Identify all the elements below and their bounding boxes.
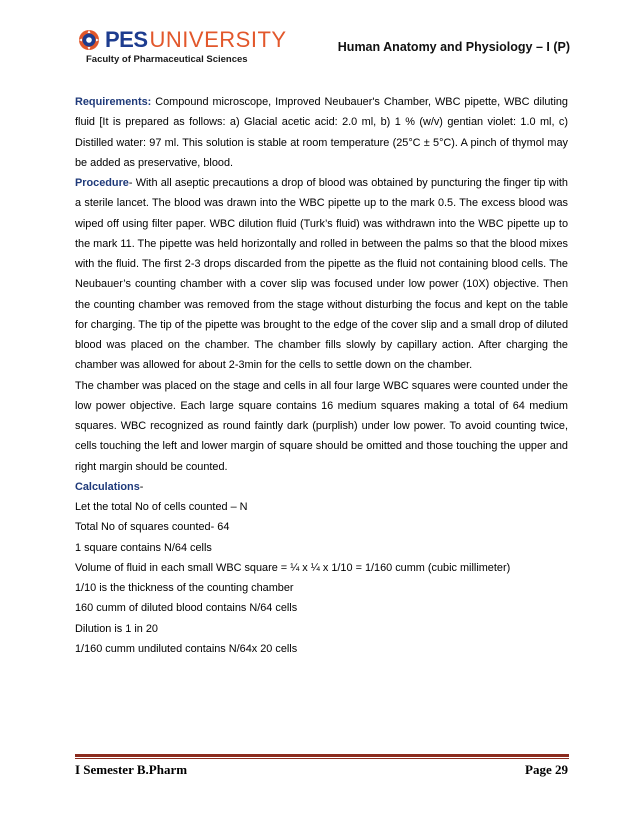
calculation-line: Dilution is 1 in 20 (75, 622, 158, 635)
requirements-paragraph (75, 92, 568, 173)
page-number: Page 29 (525, 762, 568, 777)
calculation-line: 1/10 is the thickness of the counting chamber (75, 582, 294, 594)
procedure-label: Procedure (75, 177, 129, 189)
university-emblem-icon (78, 29, 100, 51)
calculation-line: Total No of squares counted- 64 (75, 521, 230, 534)
calculation-line: 1 square contains N/64 cells (75, 541, 212, 554)
footer-divider (75, 754, 569, 757)
procedure-text: - With all aseptic precautions a drop of blood was obtained by puncturing the finger tip with a sterile lancet. The blood was drawn into the WBC pipette up to the mark 0.5. The excess blood was wiped off using filter paper. WBC dilution fluid (Turk’s fluid) was withdrawn into the WBC pipette up to the mark 11. The pipette was held horizontally and rolled in between the palms so that the blood mixes with the fluid. The first 2-3 drops discarded from the pipette as the fluid not containing blood cells. The Neubauer’s counting chamber with a cover slip was focused under low power (10X) objective. Then the counting chamber was removed from the stage without disturbing the focus and kept on the table for charging. The tip of the pipette was brought to the edge of the cover slip and a small drop of diluted blood was placed on the chamber. The chamber fills slowly by capillary action. After charging the chamber was allowed for about 2-3min for the cells to settle down on the chamber. (75, 177, 568, 372)
requirements-label: Requirements: (75, 96, 152, 108)
calculations-label: Calculations (75, 480, 140, 493)
page-header (0, 0, 638, 80)
calculation-line: Volume of fluid in each small WBC square = ¼ x ¼ x 1/10 = 1/160 cumm (cubic millimeter) (75, 561, 511, 574)
university-logo (78, 26, 287, 54)
logo-university-text: UNIVERSITY (149, 27, 287, 52)
procedure-paragraph-2: The chamber was placed on the stage and cells in all four large WBC squares were counted under the low power objective. Each large square contains 16 medium squares making a total of 64 medium squares. WBC recognized as round faintly dark (purplish) under low power. To avoid counting twice, cells touching the left and lower margin of square should be omitted and those touching the upper and right margin should be counted. (75, 379, 568, 473)
calculation-line: 160 cumm of diluted blood contains N/64 cells (75, 602, 298, 615)
calculations-heading (75, 477, 568, 497)
course-title: Human Anatomy and Physiology – I (P) (337, 40, 570, 54)
faculty-name: Faculty of Pharmaceutical Sciences (86, 54, 248, 65)
logo-pes-text: PES (105, 27, 148, 52)
calculation-line: 1/160 cumm undiluted contains N/64x 20 cells (75, 642, 298, 655)
page-content (75, 92, 568, 659)
calculation-line: Let the total No of cells counted – N (75, 501, 248, 513)
footer-semester: I Semester B.Pharm (75, 762, 188, 777)
calculations-label-suffix: - (139, 480, 144, 493)
requirements-text: Compound microscope, Improved Neubauer's Chamber, WBC pipette, WBC diluting fluid [It is prepared as follows: a) Glacial acetic acid: 2.0 ml, b) 1 % (w/v) gentian violet: 1.0 ml, c) Distilled water: 97 ml. This solution is stable at room temperature (25°C ± 5°C). A pinch of thymol may be added as preservative, blood. (75, 96, 568, 169)
footer-divider-thin (75, 758, 569, 759)
procedure-paragraph (75, 173, 568, 376)
